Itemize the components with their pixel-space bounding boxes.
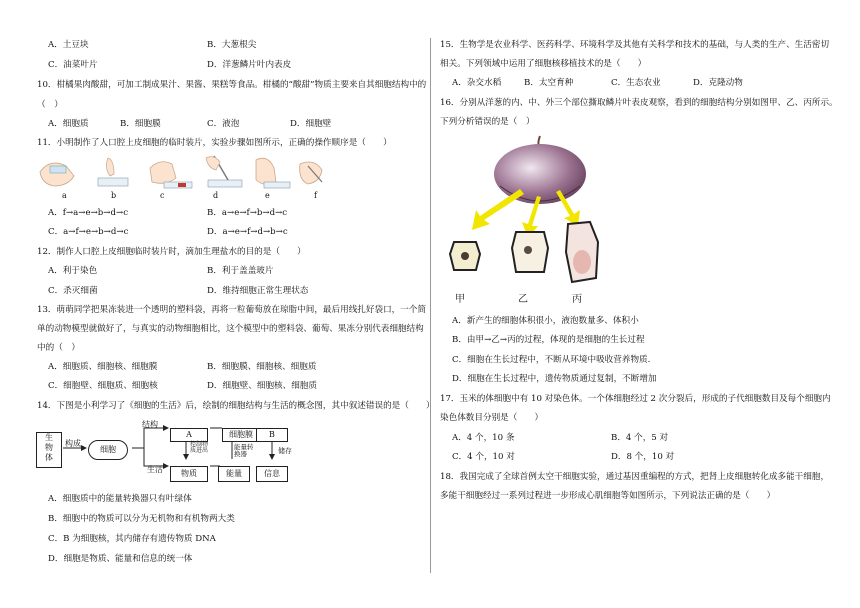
step-b-illustration <box>98 158 128 186</box>
q14-option-b[interactable]: B．细胞中的物质可以分为无机物和有机物两大类 <box>48 514 235 524</box>
compose-label: 构成 <box>65 439 81 448</box>
q13-stem-line2: 单的动物模型就做好了，与真实的动物细胞相比，这个模型中的塑料袋、葡萄、果冻分别代表细胞结构 <box>37 324 424 334</box>
organism-label: 生物体 <box>45 433 53 462</box>
box-a-label: A <box>186 430 192 439</box>
q13-stem-line1: 13．萌萌同学把果冻装进一个透明的塑料袋，再将一粒葡萄放在琼脂中间，最后用线扎好袋口，一个简 <box>37 305 427 315</box>
q12-option-d[interactable]: D．维持细胞正常生理状态 <box>207 286 309 296</box>
q12-stem: 12．制作人口腔上皮细胞临时装片时，滴加生理盐水的目的是（ ） <box>37 247 306 257</box>
q11-option-c[interactable]: C．a→f→e→b→d→c <box>48 227 129 237</box>
energy-label: 能量 <box>226 469 242 478</box>
q15-option-c[interactable]: C．生态农业 <box>611 78 661 88</box>
q16-option-b[interactable]: B．由甲→乙→丙的过程，体现的是细胞的生长过程 <box>452 335 645 345</box>
column-divider <box>430 38 431 573</box>
q9-option-b[interactable]: B．大葱根尖 <box>207 40 257 50</box>
q11-steps-figure <box>38 152 328 200</box>
q11-option-d[interactable]: D．a→e→f→d→b→c <box>207 227 288 237</box>
step-label-d: d <box>213 191 219 200</box>
step-c-illustration <box>150 162 192 188</box>
q17-option-b[interactable]: B．4 个，5 对 <box>611 433 669 443</box>
q16-stem-line1: 16．分别从洋葱的内、中、外三个部位撕取鳞片叶表皮观察，看到的细胞结构分别如图甲、乙、丙所示。 <box>440 98 838 108</box>
arrow-structure <box>132 428 168 448</box>
q17-stem-line1: 17．玉米的体细胞中有 10 对染色体。一个体细胞经过 2 次分裂后，形成的子代细胞数目及每个细胞内 <box>440 394 831 404</box>
q11-stem: 11．小明制作了人口腔上皮细胞的临时装片，实验步骤如图所示，正确的操作顺序是（ ） <box>37 138 392 148</box>
info-box <box>256 466 288 482</box>
q15-option-d[interactable]: D．克隆动物 <box>693 78 743 88</box>
q10-option-c[interactable]: C．液泡 <box>207 119 240 129</box>
step-f-illustration <box>300 162 322 184</box>
label-yi: 乙 <box>518 294 528 305</box>
q15-stem-line1: 15．生物学是农业科学、医药科学、环境科学及其他有关科学和技术的基础，与人类的生产、生活密切 <box>440 40 830 50</box>
q16-option-c[interactable]: C．细胞在生长过程中，不断从环境中吸收营养物质. <box>452 355 651 365</box>
q13-stem-line3: 中的（ ） <box>37 343 80 353</box>
step-e-illustration <box>256 158 290 188</box>
q10-option-d[interactable]: D．细胞壁 <box>290 119 332 129</box>
q15-option-a[interactable]: A．杂交水稻 <box>452 78 502 88</box>
q9-option-c[interactable]: C．油菜叶片 <box>48 60 98 70</box>
q18-stem-line1: 18．我国完成了全球首例太空干细胞实验，通过基因重编程的方式，把肾上皮细胞转化成多能干细胞， <box>440 472 830 482</box>
q10-stem-line2: （ ） <box>37 100 63 110</box>
q17-stem-line2: 染色体数目分别是（ ） <box>440 413 544 423</box>
step-label-f: f <box>314 191 317 200</box>
membrane-label: 细胞膜 <box>229 430 253 439</box>
box-b <box>256 428 288 442</box>
q16-stem-line2: 下列分析错误的是（ ） <box>440 117 535 127</box>
q17-option-c[interactable]: C．4 个，10 对 <box>452 452 515 462</box>
q12-option-b[interactable]: B．利于盖盖玻片 <box>207 266 274 276</box>
q13-option-a[interactable]: A．细胞质、细胞核、细胞膜 <box>48 362 158 372</box>
membrane-box <box>222 428 260 442</box>
life-label: 生活 <box>147 465 163 474</box>
q15-stem-line2: 相关。下列领域中运用了细胞核移植技术的是（ ） <box>440 59 647 69</box>
q11-option-b[interactable]: B．a→e→f→b→d→c <box>207 208 288 218</box>
q9-option-a[interactable]: A．土豆块 <box>48 40 89 50</box>
label-jia: 甲 <box>455 294 465 305</box>
cell-bing-image <box>566 222 598 282</box>
step-d-illustration <box>206 156 242 187</box>
step-a-illustration <box>40 163 74 186</box>
step-label-b: b <box>111 191 117 200</box>
box-a <box>170 428 208 442</box>
q10-option-b[interactable]: B．细胞膜 <box>120 119 161 129</box>
q15-option-b[interactable]: B．太空育种 <box>524 78 574 88</box>
q16-option-d[interactable]: D．细胞在生长过程中，遗传物质通过复制，不断增加 <box>452 374 657 384</box>
q16-option-a[interactable]: A．新产生的细胞体积很小，液泡数量多、体积小 <box>452 316 639 326</box>
q14-option-d[interactable]: D．细胞是物质、能量和信息的统一体 <box>48 554 193 564</box>
q9-option-d[interactable]: D．洋葱鳞片叶内表皮 <box>207 60 292 70</box>
onion-bulb-image <box>494 136 586 204</box>
q18-stem-line2: 多能干细胞经过一系列过程进一步形成心肌细胞等如图所示，下列说法正确的是（ ） <box>440 491 776 501</box>
structure-label: 结构 <box>142 420 158 429</box>
q12-option-c[interactable]: C．杀灭细菌 <box>48 286 98 296</box>
q14-option-c[interactable]: C．B 为细胞核，其内储存有遗传物质 DNA <box>48 534 216 544</box>
energy-box <box>218 466 250 482</box>
q10-option-a[interactable]: A．细胞质 <box>48 119 89 129</box>
control-label: 控制物质进出 <box>190 441 209 454</box>
q14-stem: 14．下图是小利学习了《细胞的生活》后，绘制的细胞结构与生活的概念图，其中叙述错误的是（ ） <box>37 401 435 411</box>
organism-box <box>36 432 62 468</box>
q12-option-a[interactable]: A．利于染色 <box>48 266 98 276</box>
cell-label: 细胞 <box>100 445 116 454</box>
onion-cells-figure <box>440 134 630 294</box>
matter-label: 物质 <box>181 469 197 478</box>
converter-label: 能量转换器 <box>234 443 254 458</box>
label-bing: 丙 <box>572 294 582 305</box>
q13-option-d[interactable]: D．细胞壁、细胞核、细胞质 <box>207 381 318 391</box>
step-label-a: a <box>62 191 67 200</box>
info-label: 信息 <box>264 469 280 478</box>
matter-box <box>170 466 208 482</box>
cell-ellipse <box>88 440 128 460</box>
q17-option-a[interactable]: A．4 个，10 条 <box>452 433 515 443</box>
step-label-e: e <box>265 191 270 200</box>
q14-option-a[interactable]: A．细胞质中的能量转换器只有叶绿体 <box>48 494 192 504</box>
cell-jia-image <box>450 242 480 270</box>
step-label-c: c <box>160 191 165 200</box>
storage-label: 储存 <box>278 447 292 455</box>
q10-stem-line1: 10．柑橘果肉酸甜，可加工制成果汁、果酱、果糕等食品。柑橘的“酸甜”物质主要来自其细胞结构中的 <box>37 80 427 90</box>
q13-option-b[interactable]: B．细胞膜、细胞核、细胞质 <box>207 362 317 372</box>
cell-yi-image <box>512 232 548 272</box>
q11-option-a[interactable]: A．f→a→e→b→d→c <box>48 208 129 218</box>
q17-option-d[interactable]: D．8 个，10 对 <box>611 452 675 462</box>
box-b-label: B <box>269 430 275 439</box>
q13-option-c[interactable]: C．细胞壁、细胞质、细胞核 <box>48 381 158 391</box>
